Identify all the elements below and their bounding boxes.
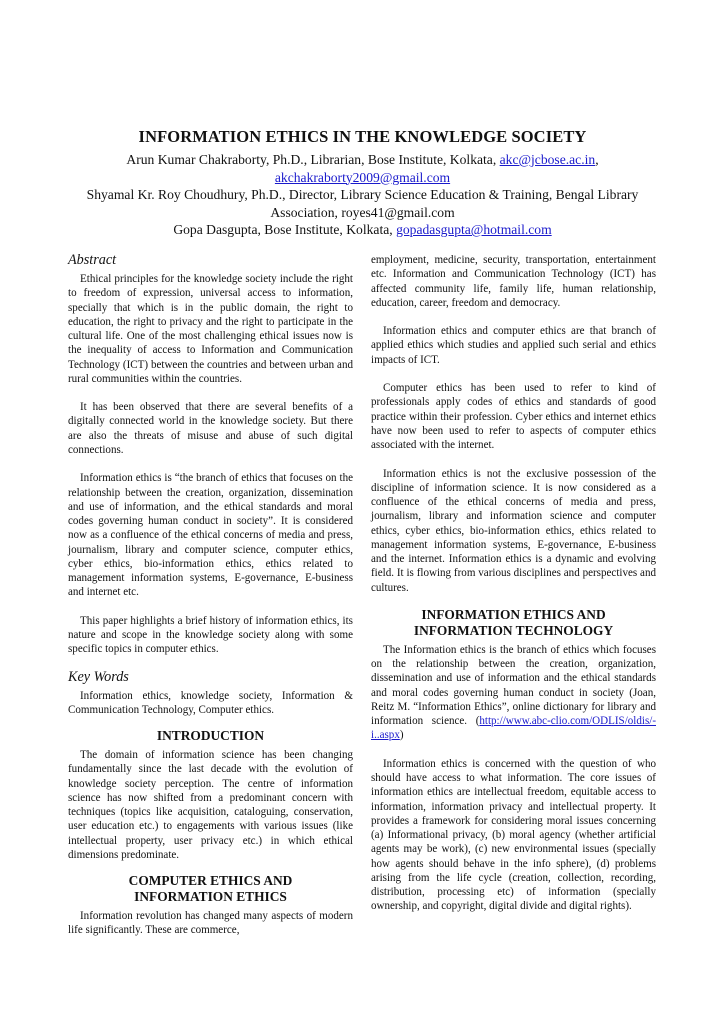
body-paragraph-with-link (371, 643, 656, 743)
citation-close: ) (399, 729, 404, 742)
citation-text: The Information ethics is the branch of ethics which focuses on the relationship between the creation, organization, dissemination and use of information and the ethical standards and moral codes governing human conduct in society (Joan, Reitz M. “Information Ethics”, online dictionary for library and information science. ( (371, 643, 656, 728)
keywords-text: Information ethics, knowledge society, Information & Communication Technology, Computer ethics. (68, 689, 353, 716)
author-3-email-link[interactable]: gopadasgupta@hotmail.com (396, 222, 552, 237)
author-1 (60, 151, 665, 186)
section-heading-computer-ethics: COMPUTER ETHICS AND (128, 873, 293, 889)
introduction-paragraph: The domain of information science has been changing fundamentally since the last decade with the evolution of knowledge society perception. The centre of information science has now shifted from a predominant concern with techniques (topics like acquisition, cataloguing, conservation, user education etc.) to engagements with various issues (like intellectual property, user privacy etc.) in which ethical dimensions predominate. (68, 749, 353, 861)
section-heading-introduction: INTRODUCTION (156, 728, 265, 744)
body-paragraph: Information ethics is not the exclusive possession of the discipline of information science. It is now considered as a confluence of the ethical concerns of media and press, journalism, library and information science and computer ethics, cyber ethics, bio-information ethics, ethics related to management information systems, E-governance, E-business and the internet. Information ethics is a dynamic and evolving field. It is flowing from various disciplines and perspectives and cultures. (371, 467, 656, 594)
body-paragraph: employment, medicine, security, transportation, entertainment etc. Information and Communication Technology (ICT) has affected community life, family life, human relationship, education, career, freedom and democracy. (371, 254, 656, 309)
abstract-paragraph: It has been observed that there are several benefits of a digitally connected world in the knowledge society. But there are also the threats of misuse and abuse of such digital connections. (68, 401, 353, 456)
body-paragraph: Information ethics and computer ethics are that branch of applied ethics which studies and applied such serial and ethics impacts of ICT. (371, 325, 656, 366)
author-3-affiliation: Gopa Dasgupta, Bose Institute, Kolkata, (173, 222, 397, 237)
section-heading-information-technology-line2: INFORMATION TECHNOLOGY (413, 622, 614, 638)
keywords-heading: Key Words (68, 668, 129, 685)
author-1-email-link[interactable]: akc@jcbose.ac.in (499, 152, 596, 167)
abstract-paragraph: Information ethics is “the branch of ethics that focuses on the relationship between the creation, organization, dissemination and use of information, and the ethical standards and moral codes governing human conduct in society”. It is considered now as a confluence of the ethical concerns of media and press, journalism, library and computer science, computer ethics, cyber ethics, bio-information ethics, ethics related to management information systems, E-governance, E-business and internet etc. (68, 472, 353, 599)
abstract-paragraph: This paper highlights a brief history of information ethics, its nature and scope in the knowledge society along with some specific topics in computer ethics. (68, 614, 353, 656)
author-2: Shyamal Kr. Roy Choudhury, Ph.D., Director, Library Science Education & Training, Bengal Library Association, royes41@gmail.com (86, 187, 639, 220)
section-heading-information-technology: INFORMATION ETHICS AND (421, 606, 606, 622)
abstract-heading: Abstract (68, 252, 117, 268)
paper-header (60, 127, 665, 239)
odlis-link[interactable]: http://www.abc-clio.com/ODLIS/oldis/-i..aspx (371, 715, 656, 742)
abstract-paragraph: Ethical principles for the knowledge society include the right to freedom of expression, universal access to information, specially that which is in the public domain, the right to education, the right to privacy and the right to participate in the cultural life. One of the most challenging ethical issues now is the inequality of access to Information and Communication Technology (ICT) between the countries and between urban and rural communities within the countries. (68, 273, 353, 385)
body-paragraph: Information ethics is concerned with the question of who should have access to what information. The core issues of information ethics are intellectual freedom, equitable access to information, information privacy and intellectual property. It provides a framework for considering moral issues concerning (a) Informational privacy, (b) moral agency (whether artificial agents may be work), (c) new environmental issues (specially how agents should behave in the info sphere), (d) problems arising from the life cycle (creation, collection, recording, distribution, processing etc) of information (specially ownership, and copyright, digital divide and digital rights). (371, 757, 656, 913)
author-1-separator: , (595, 152, 599, 167)
author-1-affiliation: Arun Kumar Chakraborty, Ph.D., Librarian, Bose Institute, Kolkata, (126, 152, 500, 167)
author-3 (60, 221, 665, 239)
body-paragraph: Computer ethics has been used to refer to kind of professionals apply codes of ethics and standards of good practice within their profession. Cyber ethics and internet ethics have now been used to refer to aspects of computer ethics associated with the internet. (371, 382, 656, 452)
author-1-email2-link[interactable]: akchakraborty2009@gmail.com (274, 169, 451, 185)
right-column (371, 253, 656, 914)
section-heading-computer-ethics-line2: INFORMATION ETHICS (134, 889, 287, 905)
paper-title: INFORMATION ETHICS IN THE KNOWLEDGE SOCIETY (138, 127, 587, 146)
left-column (68, 252, 353, 938)
computer-ethics-paragraph: Information revolution has changed many aspects of modern life significantly. These are commerce, (68, 910, 353, 937)
